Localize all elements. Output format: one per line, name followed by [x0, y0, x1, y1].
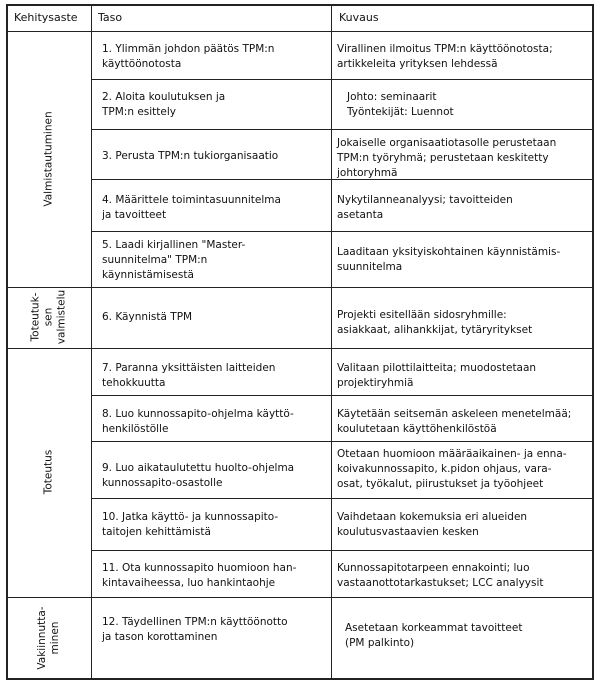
- phase-label: Valmistautuminen: [42, 111, 55, 207]
- row-divider: [91, 129, 594, 130]
- description-cell: Projekti esitellään sidosryhmille: asiakkaat, alihankkijat, tytäryritykset: [337, 309, 533, 336]
- level-cell: 7. Paranna yksittäisten laitteiden tehokkuutta: [102, 362, 276, 389]
- level-cell: 10. Jatka käyttö- ja kunnossapito- taitojen kehittämistä: [102, 511, 279, 538]
- header-divider: [6, 31, 594, 32]
- tpm-implementation-table: [6, 4, 594, 680]
- level-cell: 4. Määrittele toimintasuunnitelma ja tavoitteet: [102, 194, 281, 221]
- level-cell: 8. Luo kunnossapito-ohjelma käyttö- henkilöstölle: [102, 408, 294, 435]
- description-cell: Johto: seminaarit Työntekijät: Luennot: [347, 91, 454, 118]
- table-border-bottom: [6, 678, 594, 680]
- phase-divider: [6, 348, 594, 349]
- phase-label: Toteutus: [42, 449, 55, 495]
- column-divider-stage: [91, 4, 92, 680]
- column-divider-level: [331, 4, 332, 680]
- phase-divider: [6, 597, 594, 598]
- phase-divider: [6, 287, 594, 288]
- level-cell: 5. Laadi kirjallinen "Master- suunnitelma" TPM:n käynnistämisestä: [102, 239, 246, 281]
- phase-label: Toteutuk- sen valmistelu: [29, 289, 68, 345]
- row-divider: [91, 79, 594, 80]
- description-cell: Kunnossapitotarpeen ennakointi; luo vastaanottotarkastukset; LCC analyysit: [337, 562, 544, 589]
- level-cell: 6. Käynnistä TPM: [102, 311, 193, 323]
- table-border-right: [592, 4, 594, 680]
- description-cell: Valitaan pilottilaitteita; muodostetaan projektiryhmiä: [337, 362, 537, 389]
- row-divider: [91, 395, 594, 396]
- description-cell: Jokaiselle organisaatiotasolle perustetaan TPM:n työryhmä; perustetaan keskitetty johtoryhmä: [337, 137, 557, 179]
- table-border-left: [6, 4, 8, 680]
- row-divider: [91, 498, 594, 499]
- description-cell: Otetaan huomioon määräaikainen- ja enna- koivakunnossapito, k.pidon ohjaus, vara- osat, työkalut, piirustukset ja työohjeet: [337, 448, 567, 490]
- level-cell: 9. Luo aikataulutettu huolto-ohjelma kunnossapito-osastolle: [102, 462, 295, 489]
- level-cell: 1. Ylimmän johdon päätös TPM:n käyttöönotosta: [102, 43, 275, 70]
- level-cell: 3. Perusta TPM:n tukiorganisaatio: [102, 150, 279, 162]
- table-border-top: [6, 4, 594, 6]
- level-cell: 12. Täydellinen TPM:n käyttöönotto ja tason korottaminen: [102, 616, 288, 643]
- description-cell: Asetetaan korkeammat tavoitteet (PM palkinto): [345, 622, 523, 649]
- level-cell: 2. Aloita koulutuksen ja TPM:n esittely: [102, 91, 226, 118]
- description-cell: Käytetään seitsemän askeleen menetelmää; koulutetaan käyttöhenkilöstöä: [337, 408, 572, 435]
- level-cell: 11. Ota kunnossapito huomioon han- kintavaiheessa, luo hankintaohje: [102, 562, 297, 589]
- phase-label: Vakiinnutta- minen: [36, 606, 61, 670]
- header-description: Kuvaus: [339, 11, 379, 24]
- description-cell: Vaihdetaan kokemuksia eri alueiden koulutusvastaavien kesken: [337, 511, 528, 538]
- row-divider: [91, 441, 594, 442]
- description-cell: Nykytilanneanalyysi; tavoitteiden asetanta: [337, 194, 513, 221]
- header-level: Taso: [98, 11, 123, 24]
- row-divider: [91, 550, 594, 551]
- description-cell: Laaditaan yksityiskohtainen käynnistämis- suunnitelma: [337, 246, 561, 273]
- row-divider: [91, 231, 594, 232]
- description-cell: Virallinen ilmoitus TPM:n käyttöönotosta; artikkeleita yrityksen lehdessä: [337, 43, 553, 70]
- header-stage: Kehitysaste: [14, 11, 78, 24]
